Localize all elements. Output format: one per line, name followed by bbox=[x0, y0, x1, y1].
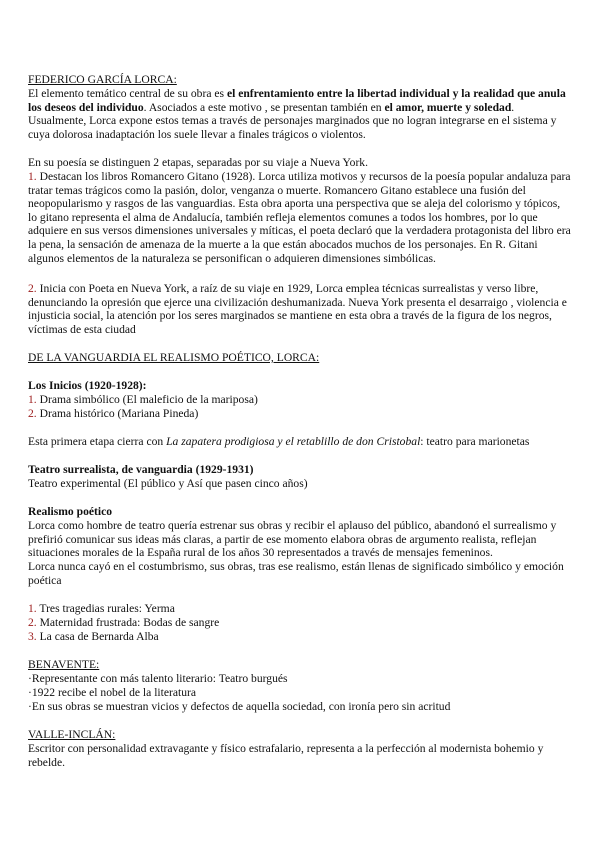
poesia-intro: En su poesía se distinguen 2 etapas, separadas por su viaje a Nueva York. bbox=[28, 156, 369, 169]
poesia-stage-1: 1. Destacan los libros Romancero Gitano (1928). Lorca utiliza motivos y recursos de la poesía popular andaluza para tratar temas trágicos como la pasión, dolor, venganza o muerte. Romancero Gitano establece una fusión del neopopularismo y rasgos de las vanguardias. Esta obra aporta una perspectiva que se aleja del colorismo y tópicos, lo gitano representa el alma de Andalucía, también refleja elementos comunes a todos los hombres, por lo que adquiere en sus versos dimensiones universales y míticas, el poeta declaró que la verdadera protagonista del libro era la pena, la sensación de amenaza de la muerte a la que están abocados muchos de los personajes. En R. Gitani algunos elementos de la naturaleza se personifican o adquieren dimensiones simbólicas. bbox=[28, 170, 571, 265]
list-item: 2. Maternidad frustrada: Bodas de sangre bbox=[28, 616, 220, 629]
inicios-cierre: Esta primera etapa cierra con La zapatera prodigiosa y el retablillo de don Cristobal: teatro para marionetas bbox=[28, 435, 530, 448]
section-title-vanguardia: DE LA VANGUARDIA EL REALISMO POÉTICO, LORCA: bbox=[28, 351, 320, 364]
poesia-stage-2: 2. Inicia con Poeta en Nueva York, a raíz de su viaje en 1929, Lorca emplea técnicas surrealistas y verso libre, denunciando la opresión que ejerce una civilización deshumanizada. Nueva York presenta el desarraigo , violencia e injusticia social, la atención por los seres marginados se mantiene en esta obra a través de la figura de los negros, víctimas de esta ciudad bbox=[28, 282, 567, 336]
list-item: 3. La casa de Bernarda Alba bbox=[28, 630, 159, 643]
list-item: 1. Drama simbólico (El maleficio de la mariposa) bbox=[28, 393, 258, 406]
surrealista-heading: Teatro surrealista, de vanguardia (1929-1931) bbox=[28, 463, 254, 476]
list-number: 1. bbox=[28, 170, 37, 183]
realismo-paragraph-2: Lorca nunca cayó en el costumbrismo, sus obras, tras ese realismo, están llenas de significado simbólico y emoción poética bbox=[28, 560, 564, 587]
list-item: 2. Drama histórico (Mariana Pineda) bbox=[28, 407, 199, 420]
list-item: ·1922 recibe el nobel de la literatura bbox=[28, 686, 197, 699]
list-number: 1. bbox=[28, 602, 37, 615]
section-title-lorca: FEDERICO GARCÍA LORCA: bbox=[28, 73, 177, 86]
list-item: 1. Tres tragedias rurales: Yerma bbox=[28, 602, 175, 615]
list-number: 2. bbox=[28, 407, 37, 420]
lorca-intro-paragraph: El elemento temático central de su obra es el enfrentamiento entre la libertad individual y la realidad que anula los deseos del individuo. Asociados a este motivo , se presentan también en el amor, muerte y soledad. Usualmente, Lorca expone estos temas a través de personajes marginados que no logran integrarse en el sistema y cuya dolorosa inadaptación los suele llevar a finales trágicos o violentos. bbox=[28, 87, 566, 141]
list-item: ·Representante con más talento literario: Teatro burgués bbox=[28, 672, 288, 685]
list-number: 2. bbox=[28, 616, 37, 629]
list-number: 2. bbox=[28, 282, 37, 295]
section-title-benavente: BENAVENTE: bbox=[28, 658, 100, 671]
realismo-heading: Realismo poético bbox=[28, 505, 113, 518]
list-item: ·En sus obras se muestran vicios y defectos de aquella sociedad, con ironía pero sin acritud bbox=[28, 700, 451, 713]
valle-inclan-paragraph: Escritor con personalidad extravagante y físico estrafalario, representa a la perfección al modernista bohemio y rebelde. bbox=[28, 742, 544, 769]
list-number: 1. bbox=[28, 393, 37, 406]
list-number: 3. bbox=[28, 630, 37, 643]
surrealista-text: Teatro experimental (El público y Así que pasen cinco años) bbox=[28, 477, 308, 490]
inicios-heading: Los Inicios (1920-1928): bbox=[28, 379, 147, 392]
realismo-paragraph-1: Lorca como hombre de teatro quería estrenar sus obras y recibir el aplauso del público, abandonó el surrealismo y prefirió comunicar sus ideas más claras, a partir de ese momento elabora obras de argumento realista, reflejan situaciones morales de la España rural de los años 30 representados a través de mensajes femeninos. bbox=[28, 519, 557, 560]
section-title-valle-inclan: VALLE-INCLÁN: bbox=[28, 728, 116, 741]
